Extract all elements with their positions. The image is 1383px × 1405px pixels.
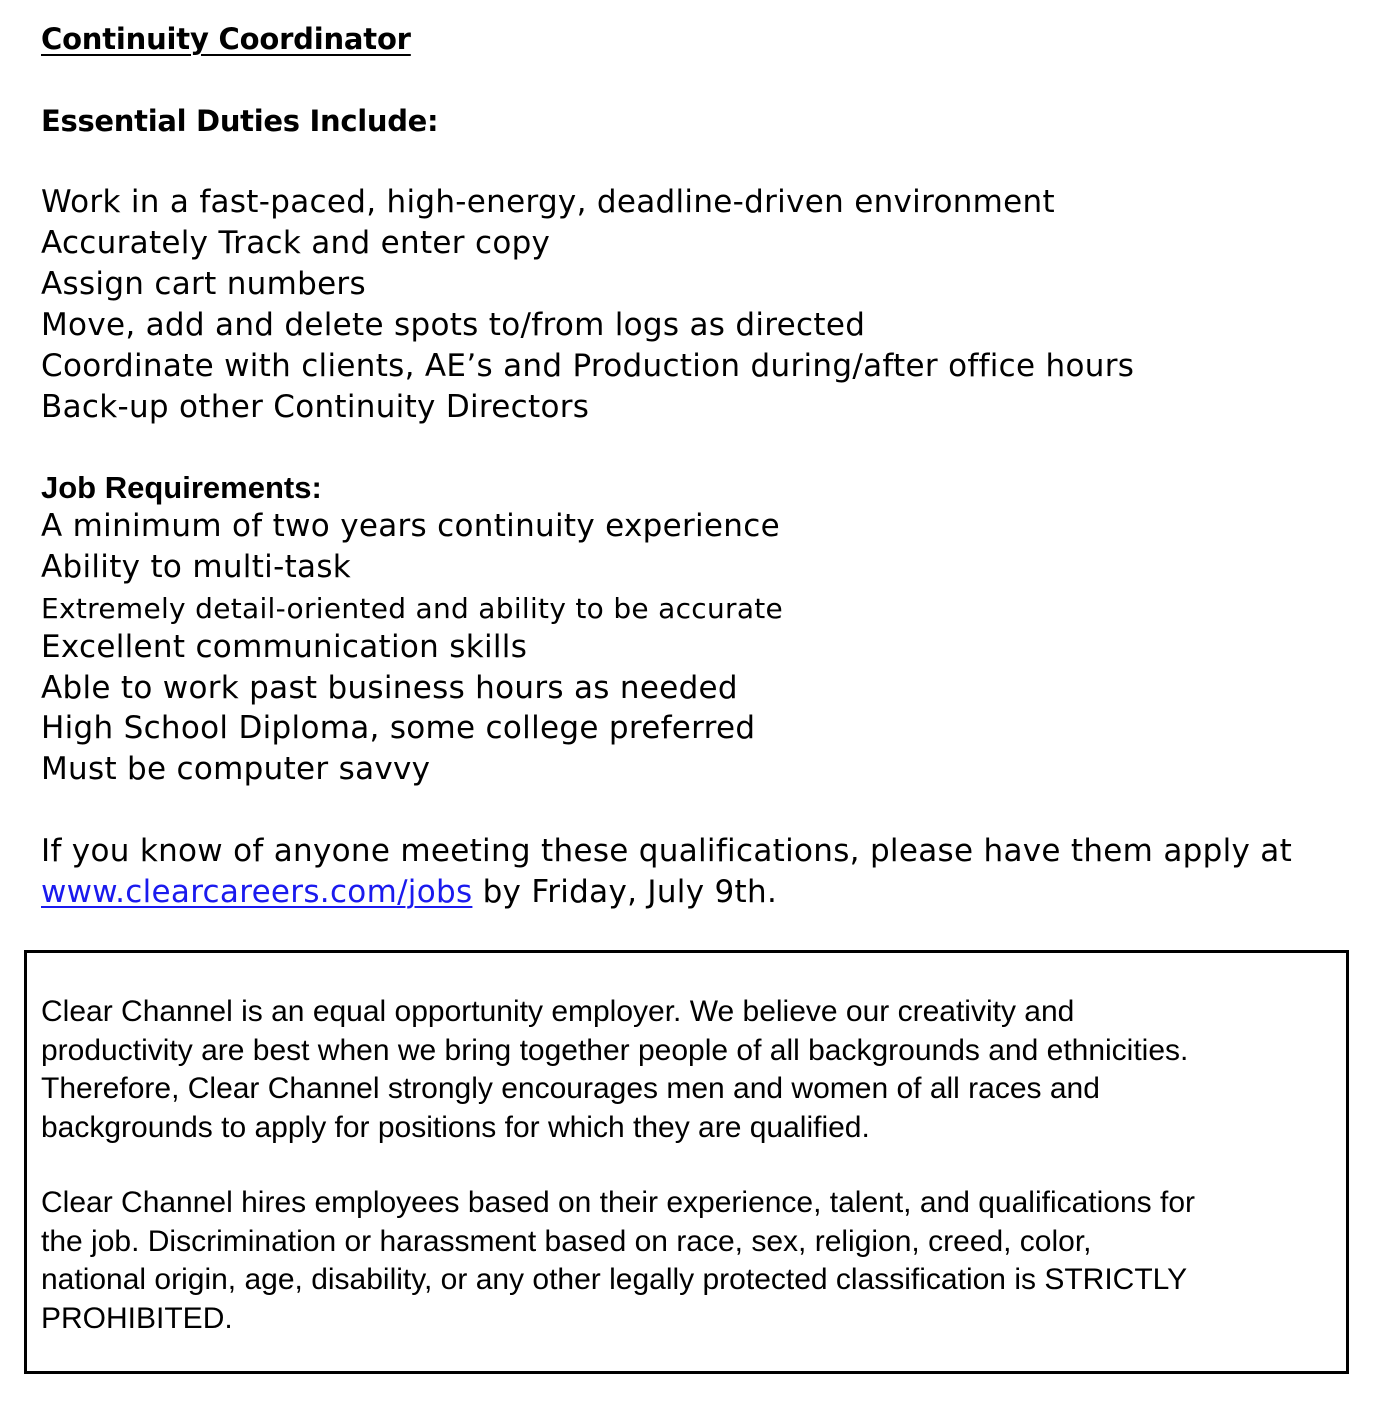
duty-item: Coordinate with clients, AE’s and Production during/after office hours: [41, 348, 1135, 384]
duties-heading: Essential Duties Include:: [41, 104, 439, 138]
notice-line: the job. Discrimination or harassment based on race, sex, religion, creed, color,: [41, 1224, 1092, 1258]
requirement-item: Must be computer savvy: [41, 751, 431, 787]
notice-line: PROHIBITED.: [41, 1301, 233, 1335]
notice-line: Therefore, Clear Channel strongly encourages men and women of all races and: [41, 1072, 1100, 1105]
job-title: Continuity Coordinator: [41, 22, 411, 56]
notice-line: productivity are best when we bring together people of all backgrounds and ethnicities.: [41, 1033, 1189, 1067]
requirement-item: Extremely detail-oriented and ability to be accurate: [41, 592, 784, 625]
duty-item: Assign cart numbers: [41, 266, 366, 302]
duty-item: Work in a fast-paced, high-energy, deadline-driven environment: [41, 184, 1055, 220]
apply-instructions: If you know of anyone meeting these qualifications, please have them apply at: [41, 833, 1293, 869]
apply-deadline-line: [41, 874, 777, 910]
notice-line: national origin, age, disability, or any other legally protected classification is STRICTLY: [41, 1263, 1188, 1296]
requirement-item: Able to work past business hours as needed: [41, 670, 738, 706]
requirement-item: Excellent communication skills: [41, 629, 528, 665]
careers-link[interactable]: www.clearcareers.com/jobs: [41, 874, 473, 910]
eeo-paragraph-1: [41, 993, 1341, 1147]
requirement-item: High School Diploma, some college preferred: [41, 710, 756, 746]
notice-line: Clear Channel is an equal opportunity employer. We believe our creativity and: [41, 995, 1075, 1028]
apply-deadline-text: by Friday, July 9th.: [472, 874, 778, 910]
notice-line: backgrounds to apply for positions for which they are qualified.: [41, 1110, 870, 1144]
duty-item: Accurately Track and enter copy: [41, 225, 551, 261]
requirement-item: A minimum of two years continuity experience: [41, 508, 780, 544]
duty-item: Back-up other Continuity Directors: [41, 389, 590, 425]
notice-line: Clear Channel hires employees based on their experience, talent, and qualifications for: [41, 1186, 1196, 1219]
requirements-heading: Job Requirements:: [41, 470, 322, 505]
duty-item: Move, add and delete spots to/from logs as directed: [41, 307, 866, 343]
requirement-item: Ability to multi-task: [41, 549, 352, 585]
eeo-paragraph-2: [41, 1184, 1341, 1338]
